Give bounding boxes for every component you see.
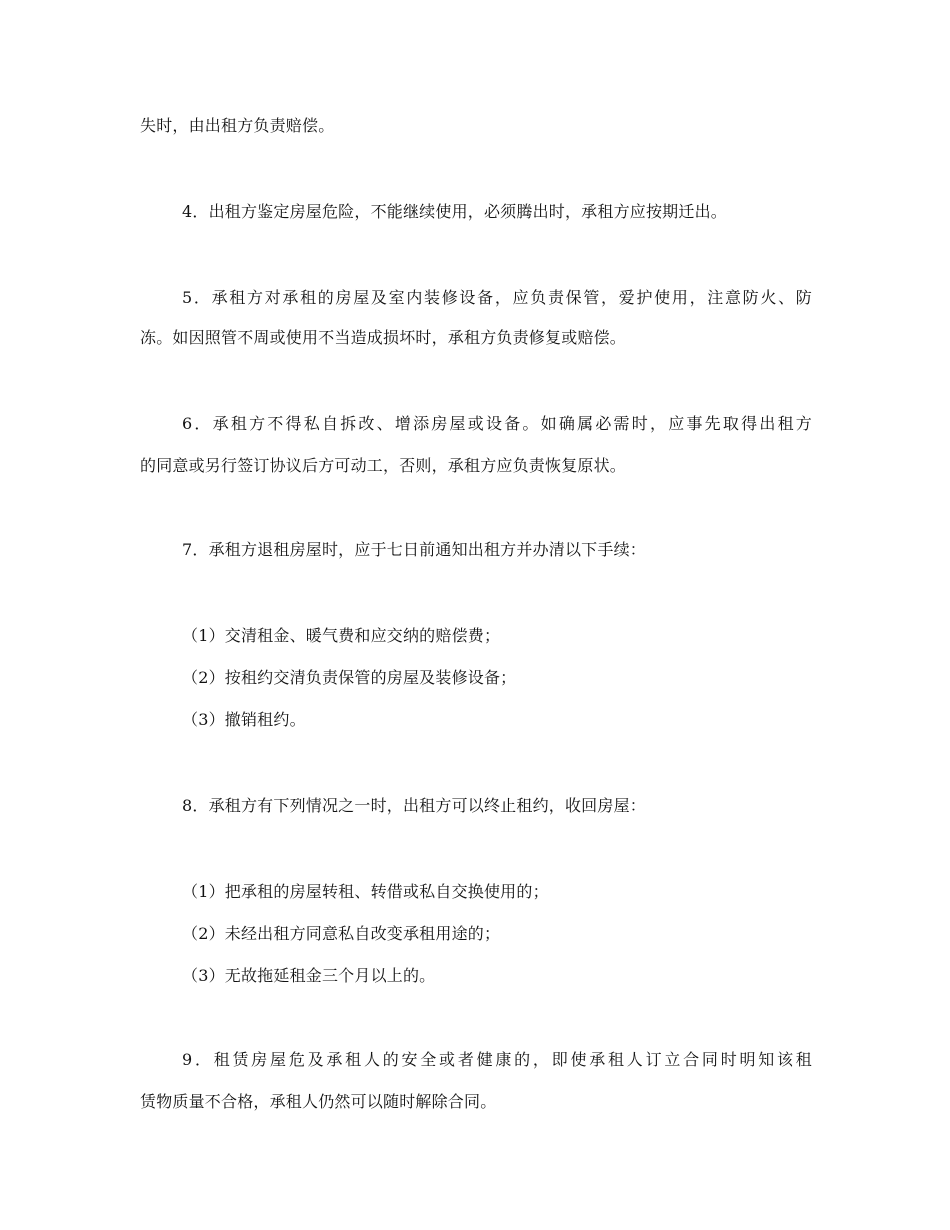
clause-7-item-3: （3）撤销租约。	[182, 710, 306, 729]
clause-7: 7．承租方退租房屋时，应于七日前通知出租方并办清以下手续：	[182, 540, 646, 559]
clause-4: 4．出租方鉴定房屋危险，不能继续使用，必须腾出时，承租方应按期迁出。	[182, 202, 727, 221]
clause-8-item-2: （2）未经出租方同意私自改变承租用途的；	[182, 924, 501, 943]
clause-7-item-2: （2）按租约交清负责保管的房屋及装修设备；	[182, 668, 517, 687]
clause-5-line-2: 冻。如因照管不周或使用不当造成损坏时，承租方负责修复或赔偿。	[140, 328, 627, 347]
clause-8-item-3: （3）无故拖延租金三个月以上的。	[182, 966, 436, 985]
clause-8: 8．承租方有下列情况之一时，出租方可以终止租约，收回房屋：	[182, 796, 646, 815]
clause-8-item-1: （1）把承租的房屋转租、转借或私自交换使用的；	[182, 882, 549, 901]
clause-9-line-1: 9．租赁房屋危及承租人的安全或者健康的，即使承租人订立合同时明知该租	[182, 1050, 812, 1069]
clause-5-line-1: 5．承租方对承租的房屋及室内装修设备，应负责保管，爱护使用，注意防火、防	[182, 288, 812, 307]
clause-6-line-1: 6．承租方不得私自拆改、增添房屋或设备。如确属必需时，应事先取得出租方	[182, 414, 812, 433]
paragraph-continuation: 失时，由出租方负责赔偿。	[140, 116, 335, 135]
clause-7-item-1: （1）交清租金、暖气费和应交纳的赔偿费；	[182, 626, 501, 645]
clause-9-line-2: 赁物质量不合格，承租人仍然可以随时解除合同。	[140, 1092, 497, 1111]
clause-6-line-2: 的同意或另行签订协议后方可动工，否则，承租方应负责恢复原状。	[140, 456, 627, 475]
